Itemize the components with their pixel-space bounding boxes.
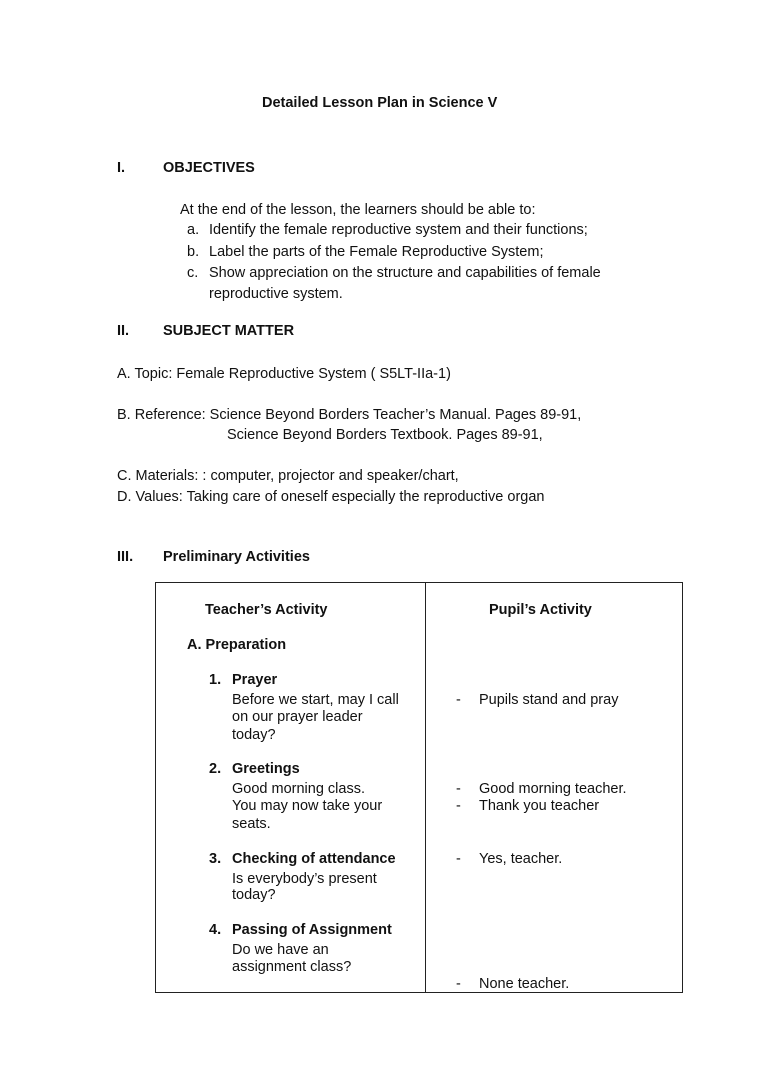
step-line: assignment class? xyxy=(232,959,352,975)
step-line: today? xyxy=(232,887,276,903)
subject-values: D. Values: Taking care of oneself especially the reproductive organ xyxy=(117,489,545,505)
objective-marker-c: c. xyxy=(187,265,199,281)
pupil-response-dash: - xyxy=(456,692,461,708)
step-title-assignment: Passing of Assignment xyxy=(232,922,392,938)
pupil-response: Good morning teacher. xyxy=(479,781,627,797)
pupil-response: None teacher. xyxy=(479,976,570,992)
step-title-prayer: Prayer xyxy=(232,672,278,688)
objective-text-a: Identify the female reproductive system and their functions; xyxy=(209,222,588,238)
step-line: Before we start, may I call xyxy=(232,692,399,708)
pupil-response: Yes, teacher. xyxy=(479,851,563,867)
pupil-response-dash: - xyxy=(456,781,461,797)
step-number-2: 2. xyxy=(209,761,222,777)
section-heading-objectives: OBJECTIVES xyxy=(163,160,255,176)
objective-marker-b: b. xyxy=(187,244,200,260)
section-heading-subject-matter: SUBJECT MATTER xyxy=(163,323,295,339)
subject-reference-line1: B. Reference: Science Beyond Borders Teacher’s Manual. Pages 89-91, xyxy=(117,407,582,423)
step-line: You may now take your xyxy=(232,798,383,814)
objective-text-b: Label the parts of the Female Reproductive System; xyxy=(209,244,544,260)
preparation-heading: A. Preparation xyxy=(187,637,287,653)
step-line: seats. xyxy=(232,816,271,832)
subject-reference-line2: Science Beyond Borders Textbook. Pages 89-91, xyxy=(227,427,543,443)
subject-topic: A. Topic: Female Reproductive System ( S5LT-IIa-1) xyxy=(117,366,451,382)
pupil-response-dash: - xyxy=(456,798,461,814)
teacher-activity-header: Teacher’s Activity xyxy=(205,602,328,618)
document-title: Detailed Lesson Plan in Science V xyxy=(262,95,498,111)
section-numeral-subject-matter: II. xyxy=(117,323,130,339)
pupil-response: Thank you teacher xyxy=(479,798,600,814)
section-heading-preliminary: Preliminary Activities xyxy=(163,549,310,565)
step-line: on our prayer leader xyxy=(232,709,363,725)
step-line: today? xyxy=(232,727,276,743)
objectives-intro: At the end of the lesson, the learners should be able to: xyxy=(180,202,536,218)
objective-text-c-continuation: reproductive system. xyxy=(209,286,343,302)
section-numeral-preliminary: III. xyxy=(117,549,134,565)
step-line: Do we have an xyxy=(232,942,329,958)
step-line: Is everybody’s present xyxy=(232,871,377,887)
step-title-attendance: Checking of attendance xyxy=(232,851,396,867)
step-line: Good morning class. xyxy=(232,781,365,797)
pupil-response-dash: - xyxy=(456,976,461,992)
step-number-1: 1. xyxy=(209,672,222,688)
step-number-3: 3. xyxy=(209,851,222,867)
subject-materials: C. Materials: : computer, projector and speaker/chart, xyxy=(117,468,459,484)
objective-marker-a: a. xyxy=(187,222,200,238)
table-column-divider xyxy=(425,582,426,993)
section-numeral-objectives: I. xyxy=(117,160,126,176)
pupil-response-dash: - xyxy=(456,851,461,867)
step-title-greetings: Greetings xyxy=(232,761,300,777)
pupil-activity-header: Pupil’s Activity xyxy=(489,602,592,618)
pupil-response: Pupils stand and pray xyxy=(479,692,619,708)
step-number-4: 4. xyxy=(209,922,222,938)
objective-text-c: Show appreciation on the structure and capabilities of female xyxy=(209,265,601,281)
